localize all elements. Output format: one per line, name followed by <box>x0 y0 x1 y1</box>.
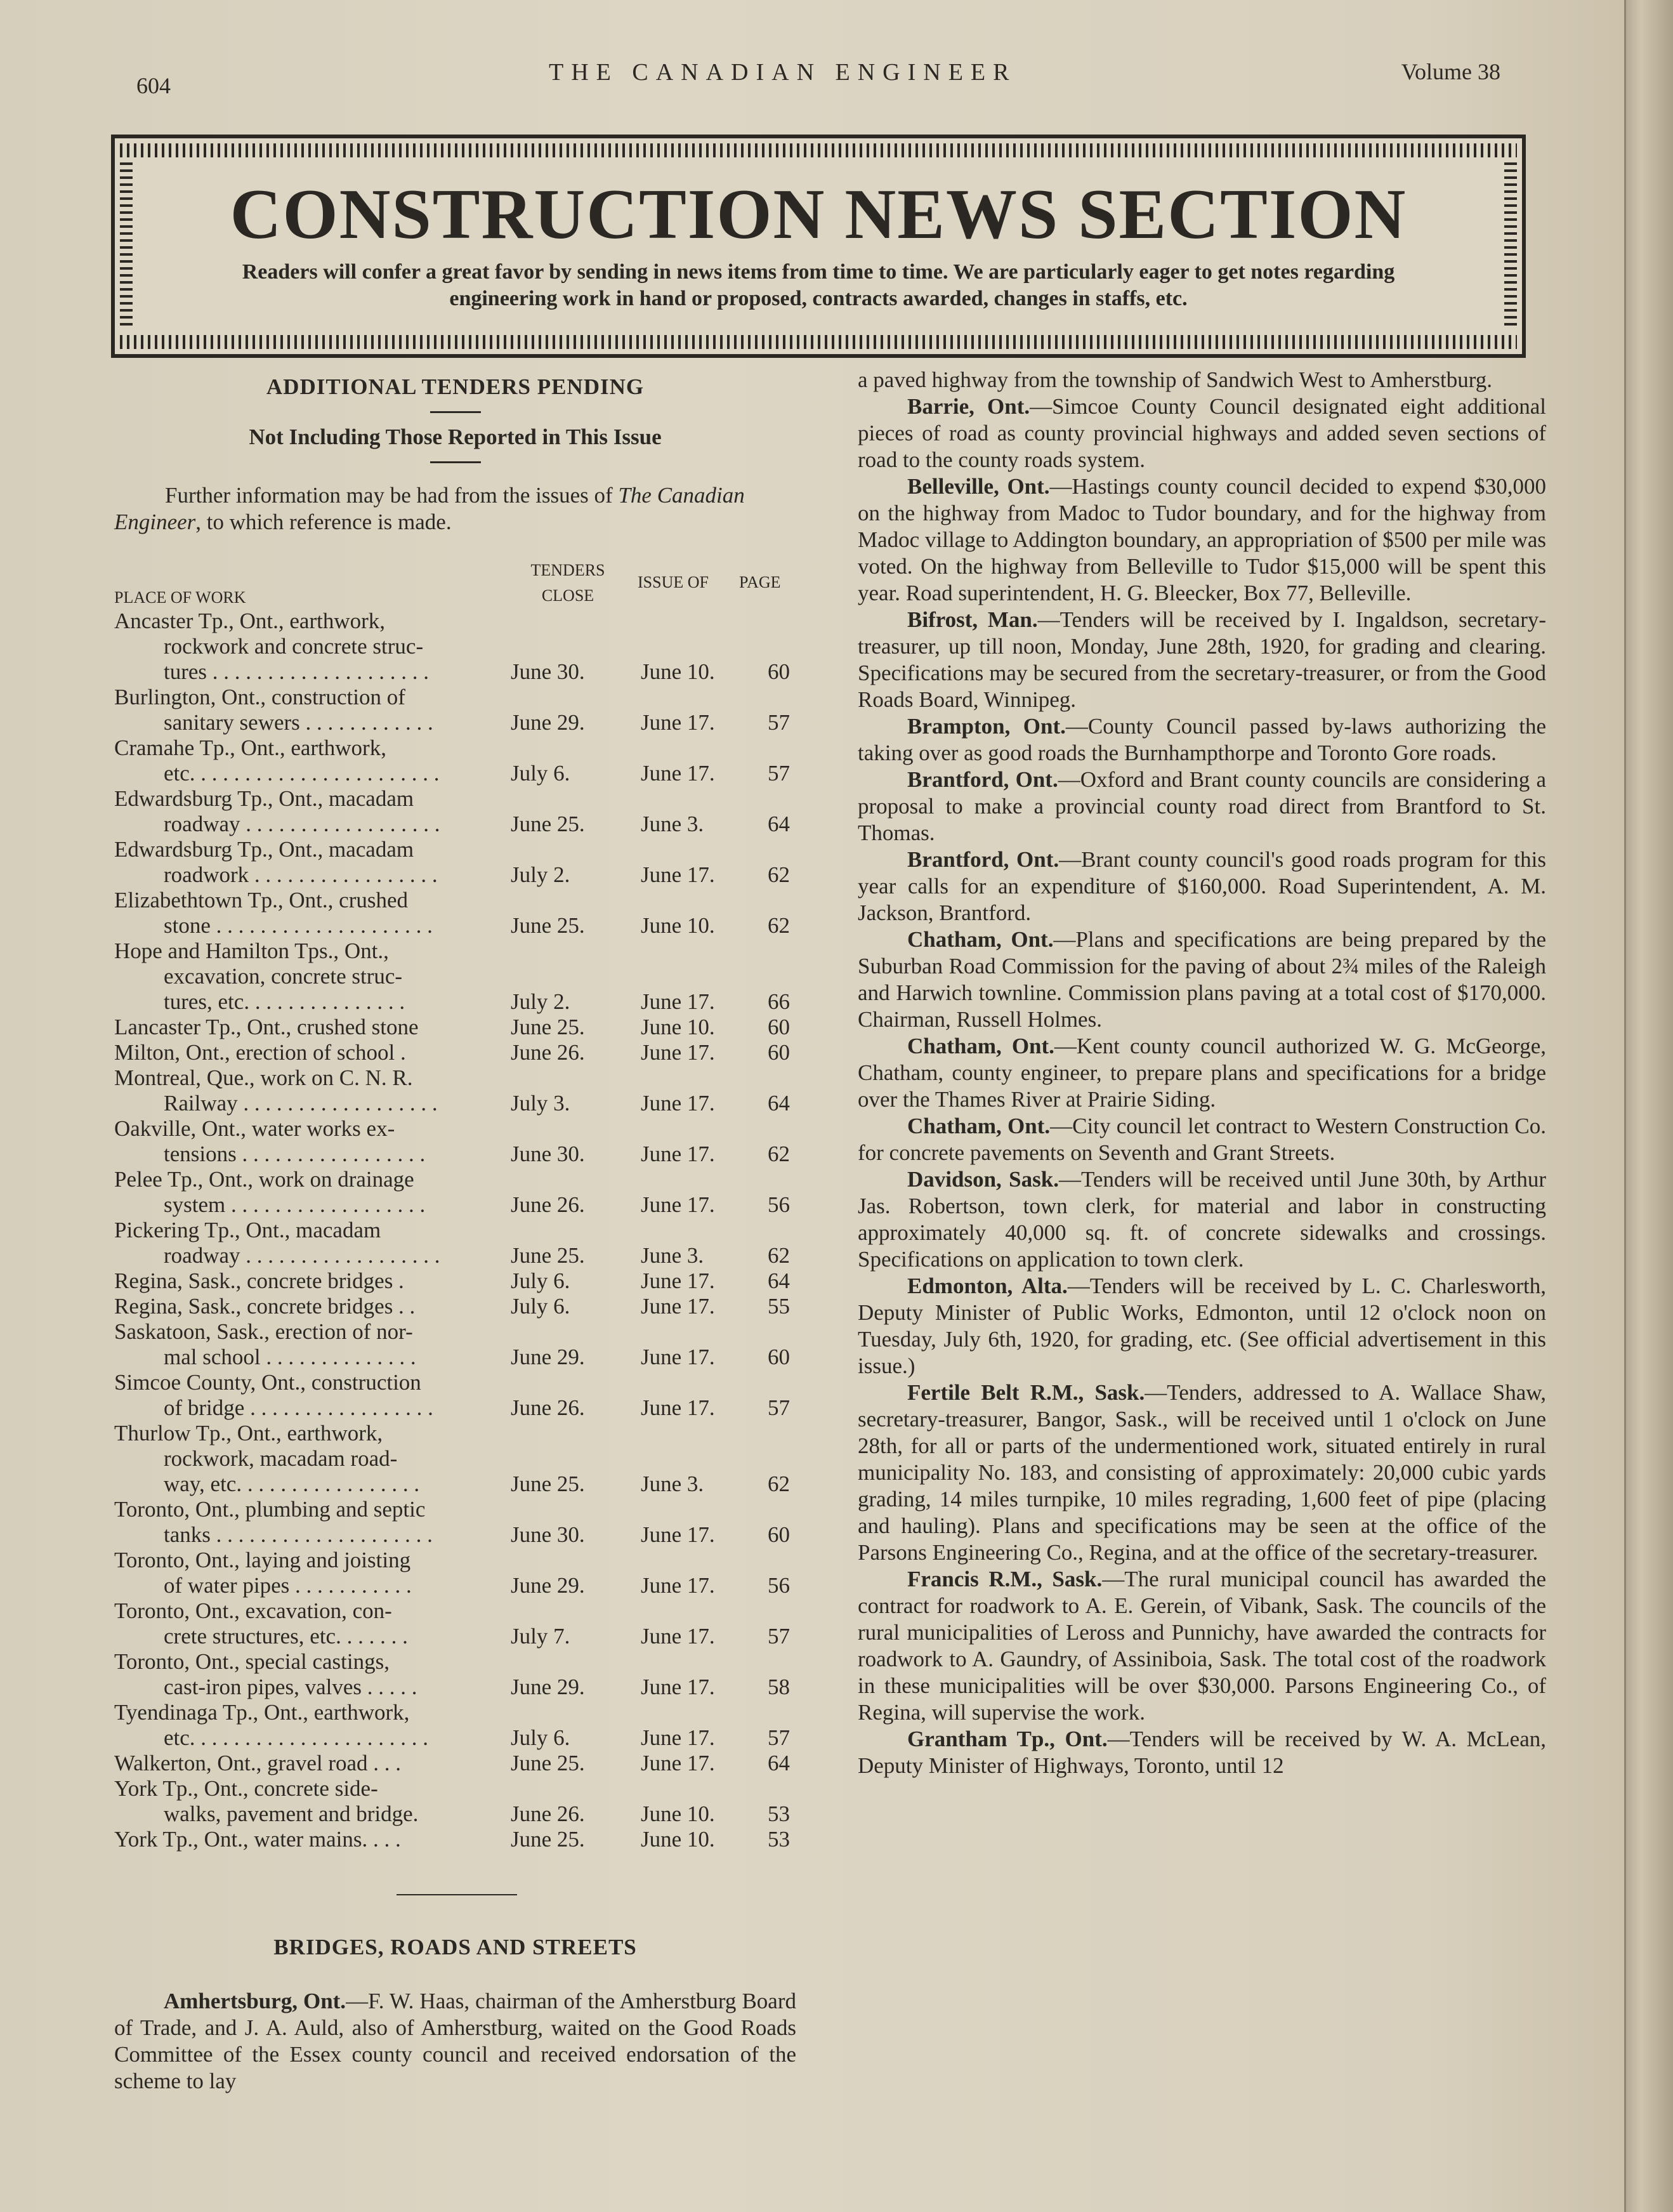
news-item-text: —Brant county council's good roads program for this year calls for an expenditure of $160,000. Road Superintendent, A. M. Jackson, Brantford. <box>858 847 1547 925</box>
news-item-place: Davidson, Sask. <box>907 1167 1059 1192</box>
tenders-subheading: Not Including Those Reported in This Issue <box>249 425 662 449</box>
tender-place-line: tanks . . . . . . . . . . . . . . . . . . . . <box>164 1522 433 1547</box>
tender-issue: June 17. <box>641 1522 715 1547</box>
tender-page: 66 <box>768 989 790 1014</box>
tender-issue: June 10. <box>641 913 715 938</box>
tender-close: July 6. <box>511 1725 570 1750</box>
news-item-place: Amhertsburg, Ont. <box>164 1989 346 2013</box>
tenders-table-header <box>114 558 796 609</box>
tender-page: 53 <box>768 1801 790 1826</box>
tender-page: 56 <box>768 1192 790 1217</box>
news-item <box>858 1166 1546 1273</box>
tender-row <box>114 1065 796 1116</box>
news-item-place: Chatham, Ont. <box>907 1034 1054 1058</box>
tender-close: June 30. <box>511 659 585 684</box>
tender-close: June 25. <box>511 812 585 836</box>
news-item-text: —Oxford and Brant county councils are considering a proposal to make a provincial county road direct from Brantford to St. Thomas. <box>858 767 1546 845</box>
tender-place-line: roadway . . . . . . . . . . . . . . . . . . <box>164 1243 440 1268</box>
news-item-text: —Tenders will be received by W. A. McLean, Deputy Minister of Highways, Toronto, until 12 <box>858 1727 1546 1778</box>
column-header-close <box>527 558 609 609</box>
tender-page: 57 <box>768 1725 790 1750</box>
continued-text: a paved highway from the township of Sandwich West to Amherstburg. <box>858 367 1493 392</box>
news-item-text: —Plans and specifications are being prepared by the Suburban Road Commission for the paving of about 2¾ miles of the Raleigh and Harwich townline. Commission plans paving at a total cost of $170,000. Chairman, Russell Holmes. <box>858 927 1546 1032</box>
tender-place-line: Toronto, Ont., plumbing and septic <box>114 1497 426 1522</box>
tender-close: June 26. <box>511 1040 585 1065</box>
tender-place-line: Montreal, Que., work on C. N. R. <box>114 1065 413 1090</box>
tender-place-line: Pickering Tp., Ont., macadam <box>114 1218 381 1242</box>
tender-place <box>114 1649 501 1700</box>
tender-place <box>114 1827 501 1852</box>
tender-place-line: roadwork . . . . . . . . . . . . . . . . . <box>164 862 438 887</box>
tender-place-line: stone . . . . . . . . . . . . . . . . . . . . <box>164 913 433 938</box>
tender-place-line: tures . . . . . . . . . . . . . . . . . . . . <box>164 659 430 684</box>
tender-page: 58 <box>768 1675 790 1699</box>
tender-place <box>114 1370 501 1421</box>
tender-place-line: etc. . . . . . . . . . . . . . . . . . . . . . <box>164 1725 429 1750</box>
tender-row <box>114 1268 796 1294</box>
news-item-place: Fertile Belt R.M., Sask. <box>907 1380 1145 1405</box>
tender-place <box>114 1167 501 1218</box>
heading-rule <box>430 411 481 413</box>
tenders-intro <box>114 482 796 536</box>
tender-issue: June 17. <box>641 1268 715 1293</box>
news-item <box>858 1379 1546 1566</box>
tender-place-line: way, etc. . . . . . . . . . . . . . . . . <box>164 1471 420 1496</box>
tender-issue: June 10. <box>641 1015 715 1039</box>
tender-place-line: Cramahe Tp., Ont., earthwork, <box>114 735 386 760</box>
news-item-place: Grantham Tp., Ont. <box>907 1727 1108 1751</box>
tender-place-line: Edwardsburg Tp., Ont., macadam <box>114 837 414 862</box>
tender-place-line: system . . . . . . . . . . . . . . . . . . <box>164 1192 426 1217</box>
tender-place-line: Saskatoon, Sask., erection of nor- <box>114 1319 413 1344</box>
tender-place <box>114 1776 501 1827</box>
tender-issue: June 17. <box>641 862 715 887</box>
news-item-text: —County Council passed by-laws authorizing the taking over as good roads the Burnhampthorpe and Toronto Gore roads. <box>858 714 1546 765</box>
tender-page: 60 <box>768 1345 790 1369</box>
tender-issue: June 10. <box>641 659 715 684</box>
tender-row <box>114 1700 796 1751</box>
tender-row <box>114 1319 796 1370</box>
tender-place <box>114 685 501 735</box>
left-column <box>114 374 796 2095</box>
tender-place <box>114 1218 501 1268</box>
tender-place-line: tures, etc. . . . . . . . . . . . . . . <box>164 989 405 1014</box>
news-item-place: Chatham, Ont. <box>907 1114 1051 1138</box>
news-item-text: —Tenders, addressed to A. Wallace Shaw, secretary-treasurer, Bangor, Sask., will be received until 1 o'clock on June 28th, for all or parts of the undermentioned work, situated entirely in rural municipality No. 183, and consisting of approximately: 20,000 cubic yards grading, 14 miles turnpike, 10 miles regrading, 1,600 feet of pipe (placing and hauling). Plans and specifications may be seen at the office of the Parsons Engineering Co., Regina, and at the office of the secretary-treasurer. <box>858 1380 1546 1565</box>
tender-place <box>114 938 501 1015</box>
tender-place <box>114 1319 501 1370</box>
tenders-heading: ADDITIONAL TENDERS PENDING <box>266 374 645 399</box>
tender-issue: June 17. <box>641 761 715 786</box>
tender-page: 64 <box>768 812 790 836</box>
tender-place <box>114 735 501 786</box>
news-item <box>858 1726 1546 1779</box>
tender-row <box>114 1751 796 1776</box>
tender-row <box>114 1116 796 1167</box>
tender-place-line: crete structures, etc. . . . . . . <box>164 1624 408 1649</box>
tender-row <box>114 1218 796 1268</box>
tender-page: 57 <box>768 761 790 786</box>
tender-page: 64 <box>768 1091 790 1116</box>
tender-page: 62 <box>768 913 790 938</box>
tender-close: June 25. <box>511 1015 585 1039</box>
tender-issue: June 17. <box>641 1040 715 1065</box>
tender-place <box>114 1421 501 1497</box>
tender-place <box>114 1294 501 1319</box>
tender-close: June 26. <box>511 1801 585 1826</box>
tender-issue: June 17. <box>641 1395 715 1420</box>
news-item <box>858 846 1546 926</box>
tender-place-line: tensions . . . . . . . . . . . . . . . . . <box>164 1142 426 1166</box>
tender-place-line: Milton, Ont., erection of school . <box>114 1040 406 1065</box>
tender-place-line: Thurlow Tp., Ont., earthwork, <box>114 1421 383 1445</box>
tender-page: 60 <box>768 1522 790 1547</box>
tender-close: June 25. <box>511 1471 585 1496</box>
tender-page: 56 <box>768 1573 790 1598</box>
news-item <box>858 713 1546 767</box>
close-header-line2: CLOSE <box>541 586 594 605</box>
tender-page: 62 <box>768 1142 790 1166</box>
tender-close: June 29. <box>511 1675 585 1699</box>
news-item <box>858 1033 1546 1113</box>
tender-close: June 25. <box>511 1243 585 1268</box>
tender-row <box>114 938 796 1015</box>
tender-page: 64 <box>768 1751 790 1775</box>
tender-page: 57 <box>768 1624 790 1649</box>
news-item-place: Barrie, Ont. <box>907 394 1030 419</box>
tender-place-line: Railway . . . . . . . . . . . . . . . . . . <box>164 1091 438 1116</box>
tender-place-line: Burlington, Ont., construction of <box>114 685 405 709</box>
tender-place <box>114 1751 501 1776</box>
tender-issue: June 17. <box>641 1294 715 1319</box>
tender-place-line: Ancaster Tp., Ont., earthwork, <box>114 609 386 633</box>
news-item <box>858 1113 1546 1166</box>
tender-row <box>114 888 796 938</box>
news-item <box>858 607 1546 713</box>
tender-place-line: of bridge . . . . . . . . . . . . . . . . . <box>164 1395 433 1420</box>
tender-close: July 6. <box>511 1294 570 1319</box>
tender-page: 62 <box>768 862 790 887</box>
tender-page: 60 <box>768 1040 790 1065</box>
intro-journal-name: The Canadian Engineer <box>114 483 745 534</box>
tender-place <box>114 837 501 888</box>
tender-close: June 29. <box>511 1573 585 1598</box>
news-item-place: Edmonton, Alta. <box>907 1274 1068 1298</box>
heading-rule <box>430 461 481 463</box>
tender-issue: June 17. <box>641 1345 715 1369</box>
tender-close: June 26. <box>511 1192 585 1217</box>
tender-close: July 2. <box>511 989 570 1014</box>
tender-place-line: York Tp., Ont., water mains. . . . <box>114 1827 401 1852</box>
tender-place-line: Regina, Sask., concrete bridges . . <box>114 1294 416 1319</box>
tender-place-line: roadway . . . . . . . . . . . . . . . . . . <box>164 812 440 836</box>
tender-close: July 6. <box>511 761 570 786</box>
news-item-text: —Hastings county council decided to expend $30,000 on the highway from Madoc to Tudor boundary, and for the highway from Madoc village to Addington boundary, an appropriation of $500 per mile was voted. On the highway from Belleville to Tudor $15,000 will be spent this year. Road superintendent, H. G. Bleecker, Box 77, Belleville. <box>858 474 1546 605</box>
tender-place-line: of water pipes . . . . . . . . . . . <box>164 1573 412 1598</box>
news-item-place: Bifrost, Man. <box>907 607 1038 632</box>
tender-issue: June 17. <box>641 1624 715 1649</box>
tender-close: June 25. <box>511 1751 585 1775</box>
tender-place <box>114 1040 501 1065</box>
news-item <box>858 1566 1546 1726</box>
tender-issue: June 17. <box>641 1142 715 1166</box>
news-item-text: —City council let contract to Western Construction Co. for concrete pavements on Seventh and Grant Streets. <box>858 1114 1546 1165</box>
tender-issue: June 17. <box>641 989 715 1014</box>
tender-close: June 25. <box>511 1827 585 1852</box>
tender-place-line: Walkerton, Ont., gravel road . . . <box>114 1751 402 1775</box>
tender-row <box>114 786 796 837</box>
tender-page: 60 <box>768 659 790 684</box>
tender-row <box>114 685 796 735</box>
right-column <box>858 367 1546 1779</box>
close-header-line1: TENDERS <box>530 561 605 579</box>
tender-place <box>114 786 501 837</box>
tender-issue: June 3. <box>641 1471 704 1496</box>
column-header-page: PAGE <box>739 573 781 591</box>
tender-page: 57 <box>768 710 790 735</box>
tender-place-line: Toronto, Ont., excavation, con- <box>114 1598 392 1623</box>
tender-close: June 30. <box>511 1522 585 1547</box>
tender-row <box>114 1497 796 1548</box>
tender-issue: June 3. <box>641 1243 704 1268</box>
page-spine-edge <box>1624 0 1673 2212</box>
tender-issue: June 17. <box>641 1573 715 1598</box>
tender-issue: June 17. <box>641 710 715 735</box>
tender-place-line: walks, pavement and bridge. <box>164 1801 419 1826</box>
tender-issue: June 17. <box>641 1751 715 1775</box>
tender-place-line: Toronto, Ont., special castings, <box>114 1649 390 1674</box>
tender-place <box>114 1015 501 1040</box>
tender-page: 60 <box>768 1015 790 1039</box>
news-item-text: —Tenders will be received by I. Ingaldson, secretary-treasurer, up till noon, Monday, June 28th, 1920, for grading and clearing. Specifications may be secured from the secretary-treasurer, or from the Good Roads Board, Winnipeg. <box>858 607 1547 712</box>
news-item <box>114 1988 796 2095</box>
tenders-table <box>114 609 796 1852</box>
tender-row <box>114 1548 796 1598</box>
news-item-place: Brampton, Ont. <box>907 714 1066 739</box>
tender-page: 62 <box>768 1471 790 1496</box>
tender-place-line: mal school . . . . . . . . . . . . . . <box>164 1345 416 1369</box>
bridges-heading: BRIDGES, ROADS AND STREETS <box>273 1935 637 1959</box>
tender-page: 57 <box>768 1395 790 1420</box>
tender-row <box>114 1827 796 1852</box>
tender-row <box>114 1598 796 1649</box>
tender-place-line: sanitary sewers . . . . . . . . . . . . <box>164 710 433 735</box>
tender-place <box>114 1700 501 1751</box>
tender-close: June 29. <box>511 1345 585 1369</box>
tender-issue: June 10. <box>641 1827 715 1852</box>
tender-issue: June 3. <box>641 812 704 836</box>
banner-subtitle: Readers will confer a great favor by sending in news items from time to time. We are particularly eager to get notes regarding engineering work in hand or proposed, contracts awarded, changes in staffs, etc. <box>242 260 1395 310</box>
tender-place-line: rockwork, macadam road- <box>164 1446 398 1471</box>
news-item <box>858 473 1546 607</box>
tender-page: 64 <box>768 1268 790 1293</box>
tender-issue: June 17. <box>641 1192 715 1217</box>
tender-place-line: Pelee Tp., Ont., work on drainage <box>114 1167 414 1192</box>
news-item-text: —Tenders will be received until June 30th, by Arthur Jas. Robertson, town clerk, for material and labor in constructing approximately 40,000 sq. ft. of concrete sidewalks and crossings. Specifications on application to town clerk. <box>858 1167 1546 1272</box>
tender-place <box>114 1598 501 1649</box>
news-item-place: Francis R.M., Sask. <box>907 1567 1103 1591</box>
tender-page: 62 <box>768 1243 790 1268</box>
tender-issue: June 10. <box>641 1801 715 1826</box>
tender-place <box>114 888 501 938</box>
tender-issue: June 17. <box>641 1725 715 1750</box>
tender-issue: June 17. <box>641 1675 715 1699</box>
tender-place <box>114 609 501 685</box>
news-item-place: Brantford, Ont. <box>907 767 1058 792</box>
tender-issue: June 17. <box>641 1091 715 1116</box>
tender-row <box>114 609 796 685</box>
tender-place <box>114 1116 501 1167</box>
tender-row <box>114 1370 796 1421</box>
journal-title: THE CANADIAN ENGINEER <box>549 59 1017 86</box>
tender-place-line: Regina, Sask., concrete bridges . <box>114 1268 404 1293</box>
tender-place-line: etc. . . . . . . . . . . . . . . . . . . . . . . <box>164 761 440 786</box>
tender-place-line: Lancaster Tp., Ont., crushed stone <box>114 1015 419 1039</box>
tender-place <box>114 1268 501 1294</box>
column-header-place: PLACE OF WORK <box>114 588 246 607</box>
tender-place-line: York Tp., Ont., concrete side- <box>114 1776 378 1801</box>
news-item <box>858 926 1546 1033</box>
news-item <box>858 393 1546 473</box>
tender-page: 53 <box>768 1827 790 1852</box>
banner-title: CONSTRUCTION NEWS SECTION <box>230 175 1407 254</box>
section-banner <box>111 135 1526 358</box>
tender-close: July 3. <box>511 1091 570 1116</box>
running-head <box>136 58 1500 96</box>
tender-row <box>114 1649 796 1700</box>
volume-label: Volume 38 <box>1401 59 1500 84</box>
tender-place-line: Simcoe County, Ont., construction <box>114 1370 421 1395</box>
tender-close: June 26. <box>511 1395 585 1420</box>
news-item-place: Chatham, Ont. <box>907 927 1054 952</box>
tender-row <box>114 1167 796 1218</box>
tender-place <box>114 1497 501 1548</box>
intro-text-b: , to which reference is made. <box>195 510 452 534</box>
tender-close: June 29. <box>511 710 585 735</box>
page-number: 604 <box>136 73 171 98</box>
tender-close: July 6. <box>511 1268 570 1293</box>
section-divider <box>397 1894 517 1895</box>
news-item-text: —Kent county council authorized W. G. McGeorge, Chatham, county engineer, to prepare plans and specifications for a bridge over the Thames River at Prairie Siding. <box>858 1034 1546 1112</box>
news-item <box>858 767 1546 846</box>
tender-place-line: excavation, concrete struc- <box>164 964 403 989</box>
tender-place-line: Oakville, Ont., water works ex- <box>114 1116 395 1141</box>
tender-close: July 7. <box>511 1624 570 1649</box>
tender-row <box>114 1294 796 1319</box>
tender-row <box>114 1040 796 1065</box>
tender-row <box>114 1015 796 1040</box>
tender-row <box>114 837 796 888</box>
news-item-text: —Tenders will be received by L. C. Charlesworth, Deputy Minister of Public Works, Edmonton, until 12 o'clock noon on Tuesday, July 6th, 1920, for grading, etc. (See official advertisement in this issue.) <box>858 1274 1546 1378</box>
tender-close: July 2. <box>511 862 570 887</box>
news-item-place: Belleville, Ont. <box>907 474 1050 499</box>
tender-row <box>114 1421 796 1497</box>
news-item <box>858 1273 1546 1379</box>
tender-place-line: Toronto, Ont., laying and joisting <box>114 1548 411 1572</box>
tender-close: June 30. <box>511 1142 585 1166</box>
tender-close: June 25. <box>511 913 585 938</box>
tender-row <box>114 1776 796 1827</box>
news-item-place: Brantford, Ont. <box>907 847 1060 872</box>
tender-place <box>114 1548 501 1598</box>
intro-text-a: Further information may be had from the issues of <box>165 483 619 508</box>
tender-place-line: Tyendinaga Tp., Ont., earthwork, <box>114 1700 410 1725</box>
news-items-list <box>858 393 1546 1779</box>
tender-page: 55 <box>768 1294 790 1319</box>
news-item-text: —Simcoe County Council designated eight additional pieces of road as county provincial highways and added seven sections of road to the county roads system. <box>858 394 1546 472</box>
tender-place-line: Edwardsburg Tp., Ont., macadam <box>114 786 414 811</box>
news-item-text: —The rural municipal council has awarded the contract for roadwork to A. E. Gerein, of Vibank, Sask. The councils of the rural municipalities of Leross and Punnichy, have awarded the contracts for roadwork to A. Gaundry, of Assiniboia, Sask. The total cost of the roadwork in these municipalities will be over $30,000. Parsons Engineering Co., of Regina, will supervise the work. <box>858 1567 1546 1725</box>
tender-place-line: rockwork and concrete struc- <box>164 634 424 659</box>
tender-place <box>114 1065 501 1116</box>
tender-place-line: cast-iron pipes, valves . . . . . <box>164 1675 417 1699</box>
news-item-text: —F. W. Haas, chairman of the Amherstburg Board of Trade, and J. A. Auld, also of Amherstburg, waited on the Good Roads Committee of the Essex county council and received endorsation of the scheme to lay <box>114 1989 796 2093</box>
tender-place-line: Elizabethtown Tp., Ont., crushed <box>114 888 408 912</box>
tender-place-line: Hope and Hamilton Tps., Ont., <box>114 938 389 963</box>
column-header-issue: ISSUE OF <box>638 573 709 591</box>
tender-row <box>114 735 796 786</box>
